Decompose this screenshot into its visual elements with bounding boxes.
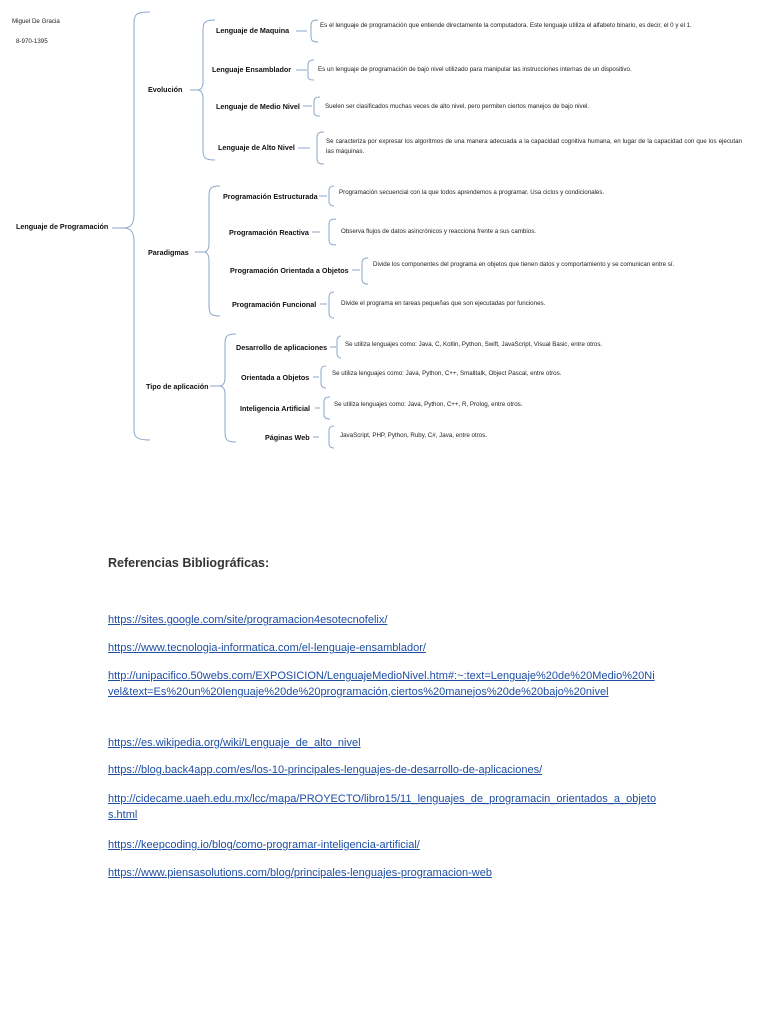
branch-paradigmas: Paradigmas — [148, 248, 189, 257]
desc-inteligencia-artificial: Se utiliza lenguajes como: Java, Python, C++, R, Prolog, entre otros. — [334, 401, 523, 408]
reference-link[interactable]: https://blog.back4app.com/es/los-10-principales-lenguajes-de-desarrollo-de-aplicaciones/ — [108, 764, 543, 776]
node-programacion-reactiva: Programación Reactiva — [229, 228, 309, 237]
reference-link[interactable]: https://keepcoding.io/blog/como-programar-inteligencia-artificial/ — [108, 839, 420, 851]
reference-link[interactable]: https://es.wikipedia.org/wiki/Lenguaje_de_alto_nivel — [108, 737, 361, 749]
node-inteligencia-artificial: Inteligencia Artificial — [240, 404, 311, 413]
node-programacion-funcional: Programación Funcional — [232, 300, 317, 309]
node-lenguaje-ensamblador: Lenguaje Ensamblador — [212, 65, 292, 74]
node-lenguaje-medio-nivel: Lenguaje de Medio Nivel — [216, 102, 300, 111]
desc-lenguaje-ensamblador: Es un lenguaje de programación de bajo nivel utilizado para manipular las instrucciones internas de un dispositivo. — [318, 66, 632, 73]
reference-link[interactable]: https://www.piensasolutions.com/blog/principales-lenguajes-programacion-web — [108, 867, 492, 879]
root-node: Lenguaje de Programación — [16, 222, 109, 231]
node-programacion-estructurada: Programación Estructurada — [223, 192, 318, 201]
node-lenguaje-alto-nivel: Lenguaje de Alto Nivel — [218, 143, 295, 152]
branch-evolucion: Evolución — [148, 85, 183, 94]
node-paginas-web: Páginas Web — [265, 433, 310, 442]
desc-programacion-estructurada: Programación secuencial con la que todos aprendemos a programar. Usa ciclos y condicionales. — [339, 189, 605, 196]
desc-paginas-web: JavaScript, PHP, Python, Ruby, C#, Java, entre otros. — [340, 432, 487, 439]
reference-link[interactable]: https://sites.google.com/site/programacion4esotecnofelix/ — [108, 614, 388, 626]
desc-programacion-oo: Divide los componentes del programa en objetos que tienen datos y comportamiento y se comunican entre sí. — [373, 261, 675, 268]
desc-programacion-reactiva: Observa flujos de datos asincrónicos y reacciona frente a sus cambios. — [341, 228, 537, 235]
reference-link[interactable]: https://www.tecnologia-informatica.com/el-lenguaje-ensamblador/ — [108, 642, 426, 654]
reference-link[interactable]: http://unipacifico.50webs.com/EXPOSICION/LenguajeMedioNivel.htm#:~:text=Lenguaje%20de%20Medio%20Nivel&text=Es%20un%20lenguaje%20de%20programación,ciertos%20manejos%20de%20bajo%20nivel — [108, 670, 655, 698]
references-title: Referencias Bibliográficas: — [108, 556, 270, 570]
node-orientada-objetos: Orientada a Objetos — [241, 373, 310, 382]
reference-link[interactable]: http://cidecame.uaeh.edu.mx/lcc/mapa/PROYECTO/libro15/11_lenguajes_de_programacin_orientados_a_objetos.html — [108, 793, 657, 821]
branch-aplicacion: Tipo de aplicación — [146, 382, 209, 391]
desc-desarrollo-aplicaciones: Se utiliza lenguajes como: Java, C, Kotlin, Python, Swift, JavaScript, Visual Basic, entre otros. — [345, 341, 603, 348]
desc-orientada-objetos: Se utiliza lenguajes como: Java, Python, C++, Smalltalk, Object Pascal, entre otros. — [332, 370, 562, 377]
node-programacion-oo: Programación Orientada a Objetos — [230, 266, 349, 275]
node-desarrollo-aplicaciones: Desarrollo de aplicaciones — [236, 343, 328, 352]
desc-programacion-funcional: Divide el programa en tareas pequeñas que son ejecutadas por funciones. — [341, 300, 546, 307]
desc-lenguaje-maquina: Es el lenguaje de programación que entiende directamente la computadora. Este lenguaje utiliza el alfabeto binario, es decir, el 0 y el 1. — [320, 22, 692, 29]
node-lenguaje-maquina: Lenguaje de Maquina — [216, 26, 290, 35]
author-id: 8-970-1395 — [16, 38, 48, 45]
desc-lenguaje-alto-nivel: Se caracteriza por expresar los algoritmos de una manera adecuada a la capacidad cognitiva humana, en lugar de la capacidad con que los ejecutan las máquinas. — [326, 138, 742, 155]
author-name: Miguel De Gracia — [12, 18, 60, 25]
desc-lenguaje-medio-nivel: Suelen ser clasificados muchas veces de alto nivel, pero permiten ciertos manejos de bajo nivel. — [325, 103, 590, 110]
